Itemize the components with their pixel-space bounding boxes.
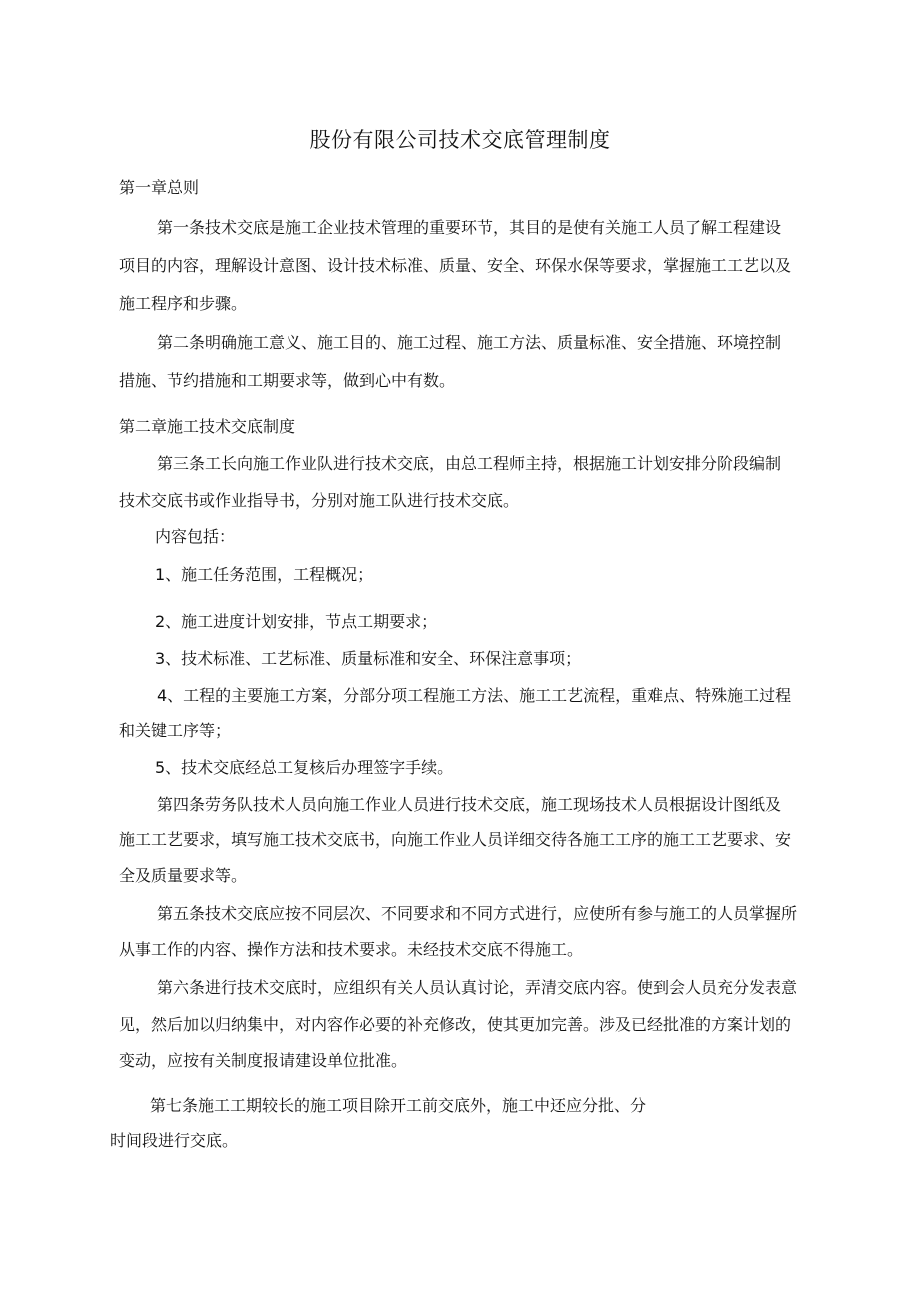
article6-line3: 变动，应按有关制度报请建设单位批准。 xyxy=(119,1051,408,1070)
list-item-3: 3、技术标准、工艺标准、质量标准和安全、环保注意事项； xyxy=(155,649,582,668)
article1-line2: 项目的内容，理解设计意图、设计技术标准、质量、安全、环保水保等要求，掌握施工工艺以及 xyxy=(119,256,792,275)
article7-line2: 时间段进行交底。 xyxy=(110,1131,239,1150)
list-item-2: 2、施工进度计划安排，节点工期要求； xyxy=(155,612,438,631)
contents-intro: 内容包括： xyxy=(155,527,236,546)
document-title: 股份有限公司技术交底管理制度 xyxy=(309,128,611,152)
article4-line2: 施工工艺要求，填写施工技术交底书，向施工作业人员详细交待各施工工序的施工工艺要求、安 xyxy=(119,830,792,849)
list-item-5: 5、技术交底经总工复核后办理签字手续。 xyxy=(155,758,454,777)
article5-line2: 从事工作的内容、操作方法和技术要求。未经技术交底不得施工。 xyxy=(119,940,584,959)
list-item-1: 1、施工任务范围，工程概况； xyxy=(155,565,374,584)
article5-line1: 第五条技术交底应按不同层次、不同要求和不同方式进行，应使所有参与施工的人员掌握所 xyxy=(157,904,798,923)
chapter1-heading: 第一章总则 xyxy=(119,178,200,197)
chapter2-heading: 第二章施工技术交底制度 xyxy=(119,417,296,436)
article6-line2: 见，然后加以归纳集中，对内容作必要的补充修改，使其更加完善。涉及已经批准的方案计划的 xyxy=(119,1015,792,1034)
list-item-4-line2: 和关键工序等； xyxy=(119,721,232,740)
article1-line3: 施工程序和步骤。 xyxy=(119,294,248,313)
article3-line2: 技术交底书或作业指导书，分别对施工队进行技术交底。 xyxy=(119,491,520,510)
article2-line2: 措施、节约措施和工期要求等，做到心中有数。 xyxy=(119,371,456,390)
article3-line1: 第三条工长向施工作业队进行技术交底，由总工程师主持，根据施工计划安排分阶段编制 xyxy=(157,454,782,473)
article2-line1: 第二条明确施工意义、施工目的、施工过程、施工方法、质量标准、安全措施、环境控制 xyxy=(157,333,782,352)
list-item-4-line1: 4、工程的主要施工方案，分部分项工程施工方法、施工工艺流程，重难点、特殊施工过程 xyxy=(157,686,792,705)
article4-line3: 全及质量要求等。 xyxy=(119,866,248,885)
article4-line1: 第四条劳务队技术人员向施工作业人员进行技术交底，施工现场技术人员根据设计图纸及 xyxy=(157,795,782,814)
article1-line1: 第一条技术交底是施工企业技术管理的重要环节，其目的是使有关施工人员了解工程建设 xyxy=(157,218,782,237)
article7-line1: 第七条施工工期较长的施工项目除开工前交底外，施工中还应分批、分 xyxy=(150,1096,647,1115)
article6-line1: 第六条进行技术交底时，应组织有关人员认真讨论，弄清交底内容。使到会人员充分发表意 xyxy=(157,978,798,997)
